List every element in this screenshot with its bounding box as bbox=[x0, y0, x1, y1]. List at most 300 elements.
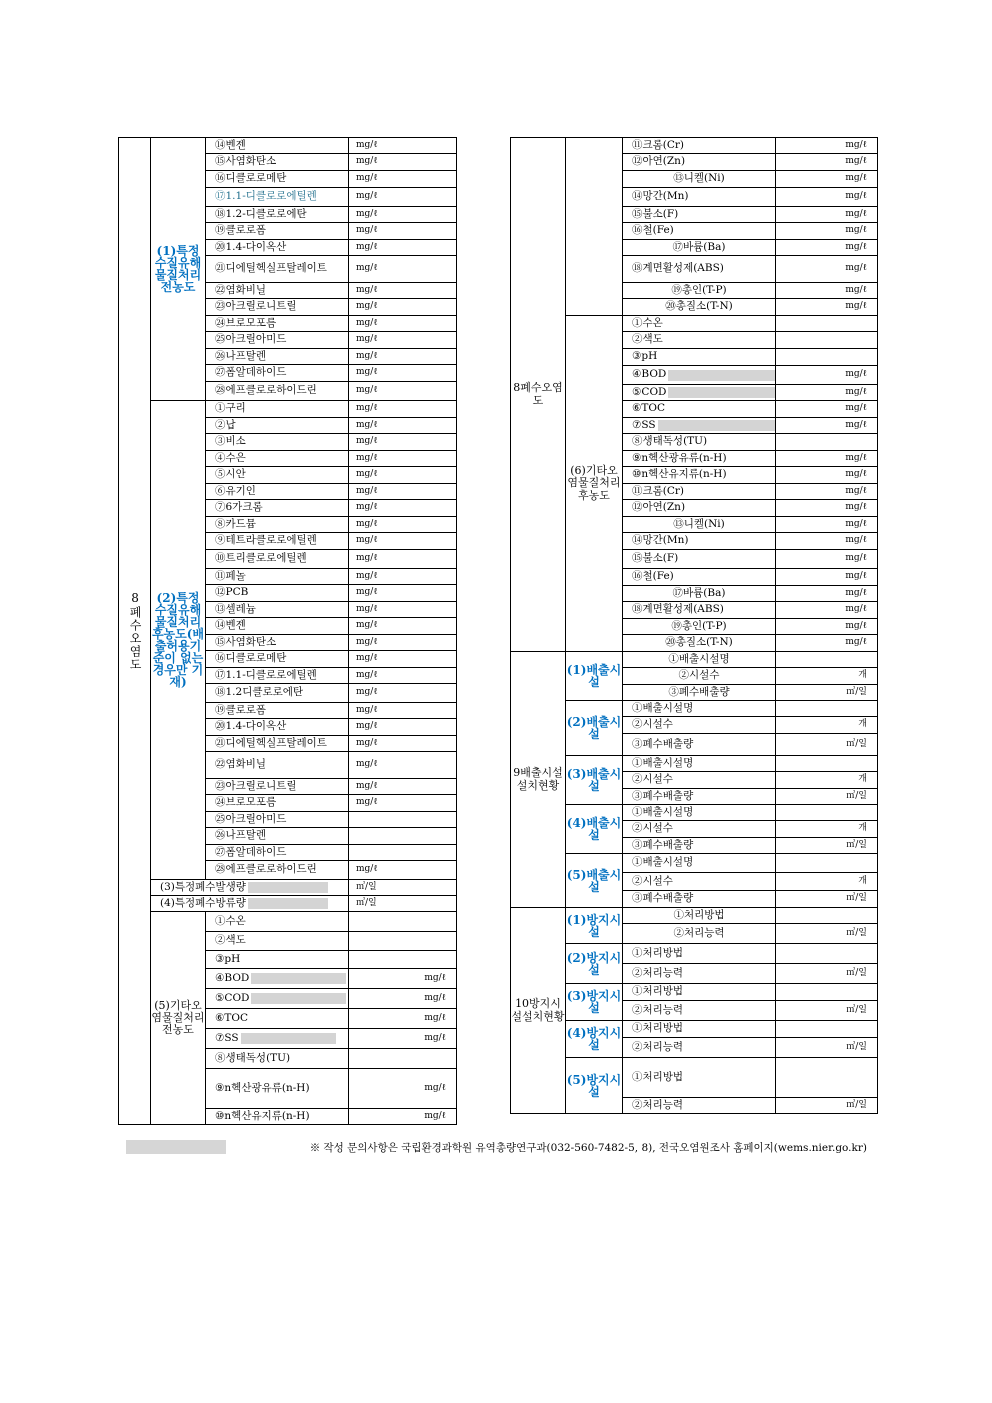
prevention-group-label bbox=[566, 1058, 623, 1114]
unit-cell[interactable] bbox=[349, 795, 457, 812]
unit-cell[interactable] bbox=[776, 908, 878, 924]
unit-cell-text: mg/ℓ bbox=[845, 502, 867, 513]
item-text: ②시설수 bbox=[632, 822, 673, 835]
item-text: ①처리방법 bbox=[673, 908, 725, 921]
unit-cell[interactable] bbox=[776, 1098, 878, 1114]
item bbox=[623, 652, 776, 668]
item-text: ③pH bbox=[215, 952, 241, 965]
group-6-label bbox=[566, 316, 623, 652]
item-text: ②납 bbox=[215, 418, 236, 431]
prevention-group-label bbox=[566, 1021, 623, 1058]
unit-cell-text: mg/ℓ bbox=[356, 518, 378, 529]
unit-cell-text: mg/ℓ bbox=[356, 636, 378, 647]
unit-cell[interactable] bbox=[776, 418, 878, 434]
unit-cell-text: mg/ℓ bbox=[424, 992, 446, 1003]
specific-wastewater-discharged-label bbox=[151, 896, 349, 912]
unit-cell-text: mg/ℓ bbox=[845, 469, 867, 480]
unit-cell-text: 개 bbox=[858, 670, 867, 681]
unit-cell-text: mg/ℓ bbox=[845, 604, 867, 615]
item bbox=[206, 401, 349, 418]
item-text: ㉓아크릴로니트릴 bbox=[215, 779, 297, 792]
unit-cell-text: mg/ℓ bbox=[845, 284, 867, 295]
item bbox=[623, 924, 776, 944]
unit-cell[interactable] bbox=[776, 1058, 878, 1098]
unit-cell[interactable] bbox=[349, 365, 457, 382]
item bbox=[206, 517, 349, 533]
unit-cell[interactable] bbox=[776, 964, 878, 984]
unit-cell[interactable] bbox=[349, 989, 457, 1009]
unit-cell[interactable] bbox=[349, 602, 457, 618]
item-text: ②색도 bbox=[632, 333, 663, 346]
item-text: ㉘에프클로로하이드린 bbox=[215, 384, 317, 397]
item-text: ⑱1.2디클로로에탄 bbox=[215, 686, 304, 699]
unit-cell[interactable] bbox=[349, 618, 457, 635]
prevention-group-label bbox=[566, 908, 623, 944]
shaded-field bbox=[668, 370, 776, 381]
item bbox=[206, 550, 349, 569]
item-text: ②처리능력 bbox=[632, 1098, 684, 1111]
item-text: ⑱1.2-디클로로에탄 bbox=[215, 207, 307, 220]
unit-cell[interactable] bbox=[349, 912, 457, 932]
unit-cell[interactable] bbox=[776, 854, 878, 873]
unit-cell[interactable] bbox=[776, 517, 878, 533]
unit-cell[interactable] bbox=[776, 924, 878, 944]
unit-cell[interactable] bbox=[349, 779, 457, 795]
unit-cell[interactable] bbox=[349, 684, 457, 703]
item bbox=[623, 349, 776, 366]
item bbox=[206, 736, 349, 752]
unit-cell-text: ㎥/일 bbox=[846, 1004, 867, 1015]
unit-cell[interactable] bbox=[776, 401, 878, 418]
item bbox=[206, 969, 349, 989]
unit-cell[interactable] bbox=[349, 434, 457, 451]
item-text: ④BOD bbox=[632, 368, 667, 381]
unit-cell[interactable] bbox=[349, 932, 457, 951]
item-text: ②색도 bbox=[215, 934, 246, 947]
item bbox=[623, 385, 776, 401]
item bbox=[206, 500, 349, 517]
item-text: ⑳총질소(T-N) bbox=[665, 636, 733, 649]
item bbox=[206, 703, 349, 719]
unit-cell[interactable] bbox=[349, 668, 457, 684]
outlet-group-label-text: (3)배출시설 bbox=[566, 767, 622, 793]
item-text: ②처리능력 bbox=[632, 1040, 684, 1053]
unit-cell[interactable] bbox=[349, 138, 457, 154]
unit-cell[interactable] bbox=[776, 805, 878, 821]
unit-cell-text: mg/ℓ bbox=[845, 571, 867, 582]
unit-cell[interactable] bbox=[776, 602, 878, 619]
unit-cell[interactable] bbox=[349, 845, 457, 861]
unit-cell[interactable] bbox=[349, 828, 457, 845]
unit-cell[interactable] bbox=[776, 1001, 878, 1021]
item bbox=[206, 418, 349, 434]
unit-cell-text: mg/ℓ bbox=[845, 535, 867, 546]
unit-cell[interactable] bbox=[776, 256, 878, 283]
item bbox=[623, 944, 776, 964]
item bbox=[623, 873, 776, 891]
unit-cell-text: ㎥/일 bbox=[846, 738, 867, 749]
unit-cell[interactable] bbox=[349, 188, 457, 207]
item-text: ④BOD bbox=[215, 971, 250, 984]
group-1-label bbox=[151, 138, 206, 401]
item-text: ⑰1.1-디클로로에틸렌 bbox=[215, 668, 317, 681]
unit-cell[interactable] bbox=[349, 171, 457, 188]
item-text: ⑲클로로폼 bbox=[215, 224, 267, 237]
item-text: ㉗폼알데하이드 bbox=[215, 366, 287, 379]
unit-cell[interactable] bbox=[776, 685, 878, 701]
item bbox=[623, 772, 776, 789]
unit-cell[interactable] bbox=[349, 240, 457, 256]
unit-cell[interactable] bbox=[776, 569, 878, 586]
item-text: ⑨n헥산광유류(n-H) bbox=[632, 451, 727, 464]
unit-cell[interactable] bbox=[349, 1009, 457, 1029]
item bbox=[623, 891, 776, 908]
unit-cell-text: mg/ℓ bbox=[845, 139, 867, 150]
unit-cell-text: mg/ℓ bbox=[356, 797, 378, 808]
group-cont-blank bbox=[566, 138, 623, 316]
unit-cell[interactable] bbox=[776, 635, 878, 652]
item bbox=[206, 585, 349, 602]
unit-cell[interactable] bbox=[776, 467, 878, 484]
prevention-group-label bbox=[566, 984, 623, 1021]
unit-cell[interactable] bbox=[776, 207, 878, 223]
item bbox=[623, 586, 776, 602]
unit-cell[interactable] bbox=[349, 484, 457, 500]
item bbox=[206, 316, 349, 332]
item-text: ③pH bbox=[632, 350, 658, 363]
unit-cell-text: mg/ℓ bbox=[356, 225, 378, 236]
unit-cell[interactable] bbox=[349, 299, 457, 316]
outlet-group-label-text: (1)배출시설 bbox=[566, 663, 622, 689]
unit-cell[interactable] bbox=[776, 240, 878, 256]
unit-cell[interactable] bbox=[776, 944, 878, 964]
item-text: ⑪페놀 bbox=[215, 569, 246, 582]
item bbox=[623, 821, 776, 838]
item-text: ⑭망간(Mn) bbox=[632, 190, 689, 203]
unit-cell[interactable] bbox=[349, 401, 457, 418]
shaded-field bbox=[251, 993, 346, 1004]
item-text: ⑥유기인 bbox=[215, 484, 256, 497]
unit-cell[interactable] bbox=[776, 223, 878, 240]
item bbox=[623, 1001, 776, 1021]
unit-cell[interactable] bbox=[349, 256, 457, 283]
unit-cell[interactable] bbox=[776, 349, 878, 366]
item bbox=[623, 154, 776, 171]
unit-cell-text: 개 bbox=[858, 774, 867, 785]
item-text: ⑥TOC bbox=[632, 402, 666, 415]
unit-cell[interactable] bbox=[349, 736, 457, 752]
group-6-label-text: (6)기타오염물질처리후농도 bbox=[567, 464, 621, 502]
unit-cell[interactable] bbox=[776, 171, 878, 188]
unit-cell-text: mg/ℓ bbox=[356, 587, 378, 598]
item bbox=[206, 795, 349, 812]
item-text: ㉔브로모포름 bbox=[215, 796, 277, 809]
item-text: ⑫아연(Zn) bbox=[632, 155, 686, 168]
item-text: ㉖나프탈렌 bbox=[215, 349, 267, 362]
unit-cell[interactable] bbox=[776, 451, 878, 467]
unit-cell[interactable] bbox=[776, 984, 878, 1001]
unit-cell[interactable] bbox=[349, 316, 457, 332]
item bbox=[206, 828, 349, 845]
unit-cell[interactable] bbox=[776, 789, 878, 805]
section-8-label-right bbox=[511, 138, 566, 652]
unit-cell[interactable] bbox=[776, 873, 878, 891]
item bbox=[206, 434, 349, 451]
unit-cell[interactable] bbox=[349, 703, 457, 719]
unit-cell-text: mg/ℓ bbox=[356, 570, 378, 581]
unit-cell[interactable] bbox=[776, 154, 878, 171]
unit-cell[interactable] bbox=[349, 752, 457, 779]
unit-cell[interactable] bbox=[349, 418, 457, 434]
item bbox=[206, 779, 349, 795]
unit-cell-text: mg/ℓ bbox=[845, 587, 867, 598]
unit-cell[interactable] bbox=[776, 484, 878, 500]
unit-cell[interactable] bbox=[776, 891, 878, 908]
item bbox=[623, 805, 776, 821]
unit-cell-text: mg/ℓ bbox=[845, 369, 867, 380]
shaded-field bbox=[248, 882, 328, 893]
item-text: ①수온 bbox=[215, 914, 246, 927]
unit-cell-text: ㎥/일 bbox=[846, 790, 867, 801]
unit-cell-text: mg/ℓ bbox=[845, 620, 867, 631]
unit-cell[interactable] bbox=[349, 969, 457, 989]
item bbox=[206, 349, 349, 365]
item-text: ⑤COD bbox=[632, 385, 667, 398]
unit-cell[interactable] bbox=[776, 316, 878, 332]
unit-cell[interactable] bbox=[776, 366, 878, 385]
unit-cell[interactable] bbox=[349, 1069, 457, 1109]
unit-cell-text: mg/ℓ bbox=[356, 452, 378, 463]
item-text: ㉕아크릴아미드 bbox=[215, 812, 287, 825]
unit-cell-text: mg/ℓ bbox=[845, 518, 867, 529]
unit-cell[interactable] bbox=[349, 207, 457, 223]
unit-cell[interactable] bbox=[776, 500, 878, 517]
unit-cell[interactable] bbox=[349, 1109, 457, 1125]
item-text: ⑦SS bbox=[632, 418, 656, 431]
unit-cell-text: mg/ℓ bbox=[356, 156, 378, 167]
unit-cell-text: mg/ℓ bbox=[356, 208, 378, 219]
unit-cell[interactable] bbox=[349, 533, 457, 550]
item-text: ②시설수 bbox=[632, 718, 673, 731]
unit-cell[interactable] bbox=[776, 138, 878, 154]
unit-cell-text: mg/ℓ bbox=[356, 780, 378, 791]
unit-cell[interactable] bbox=[349, 332, 457, 349]
item-text: ⑬셀레늄 bbox=[215, 602, 256, 615]
unit-cell[interactable] bbox=[776, 299, 878, 316]
unit-cell-text: mg/ℓ bbox=[356, 436, 378, 447]
unit-cell[interactable] bbox=[776, 586, 878, 602]
item-text: ①배출시설명 bbox=[632, 701, 694, 714]
item-text: ⑩n헥산유지류(n-H) bbox=[632, 468, 727, 481]
unit-cell[interactable] bbox=[349, 951, 457, 969]
outlet-group-label bbox=[566, 805, 623, 854]
item bbox=[623, 283, 776, 299]
unit-cell-text: ㎥/일 bbox=[846, 686, 867, 697]
item-text: ①처리방법 bbox=[632, 946, 684, 959]
item-text: ②시설수 bbox=[678, 669, 720, 682]
unit-cell[interactable] bbox=[349, 451, 457, 467]
unit-cell[interactable] bbox=[349, 349, 457, 365]
unit-cell[interactable] bbox=[776, 652, 878, 668]
item bbox=[206, 1069, 349, 1109]
item bbox=[206, 684, 349, 703]
item-text: ㉖나프탈렌 bbox=[215, 829, 267, 842]
unit-cell-text: mg/ℓ bbox=[845, 485, 867, 496]
item bbox=[623, 299, 776, 316]
unit-cell-text: ㎥/일 bbox=[846, 927, 867, 938]
item-text: ⑫PCB bbox=[215, 586, 249, 599]
item bbox=[623, 756, 776, 772]
item-text: ③비소 bbox=[215, 435, 246, 448]
item-text: ⑭벤젠 bbox=[215, 619, 246, 632]
specific-wastewater-generated-label-text: (3)특정폐수발생량 bbox=[160, 880, 246, 893]
unit-cell[interactable] bbox=[776, 772, 878, 789]
item-text: ⑲클로로폼 bbox=[215, 703, 267, 716]
item-text: ⑤시안 bbox=[215, 468, 246, 481]
unit-cell[interactable] bbox=[349, 719, 457, 736]
prevention-group-label-text: (5)방지시설 bbox=[566, 1072, 622, 1099]
item bbox=[206, 299, 349, 316]
unit-cell[interactable] bbox=[776, 1021, 878, 1038]
item bbox=[623, 635, 776, 652]
unit-cell[interactable] bbox=[776, 668, 878, 685]
unit-cell[interactable] bbox=[776, 821, 878, 838]
section-10-label bbox=[511, 908, 566, 1114]
item-text: ①구리 bbox=[215, 402, 246, 415]
item bbox=[623, 484, 776, 500]
unit-cell[interactable] bbox=[776, 188, 878, 207]
item-text: ㉑디에틸헥실프탈레이트 bbox=[215, 262, 327, 275]
item bbox=[206, 240, 349, 256]
unit-cell-text: mg/ℓ bbox=[356, 419, 378, 430]
outlet-group-label bbox=[566, 701, 623, 756]
item-text: ⑫아연(Zn) bbox=[632, 501, 686, 514]
item-text: ㉗폼알데하이드 bbox=[215, 845, 287, 858]
unit-cell[interactable] bbox=[349, 382, 457, 401]
item bbox=[623, 138, 776, 154]
unit-cell[interactable] bbox=[349, 500, 457, 517]
item-text: ㉔브로모포름 bbox=[215, 316, 277, 329]
item-text: ㉓아크릴로니트릴 bbox=[215, 300, 297, 313]
unit-cell[interactable] bbox=[776, 701, 878, 717]
unit-cell[interactable] bbox=[776, 717, 878, 734]
unit-cell[interactable] bbox=[776, 434, 878, 451]
item-text: ⑲총인(T-P) bbox=[671, 619, 727, 632]
unit-cell[interactable] bbox=[349, 154, 457, 171]
item bbox=[206, 651, 349, 668]
unit-cell[interactable] bbox=[349, 651, 457, 668]
unit-cell-text: mg/ℓ bbox=[356, 263, 378, 274]
item bbox=[206, 668, 349, 684]
unit-cell[interactable] bbox=[349, 812, 457, 828]
item bbox=[623, 984, 776, 1001]
unit-cell[interactable] bbox=[776, 283, 878, 299]
item-text: ⑮사염화탄소 bbox=[215, 635, 277, 648]
unit-cell[interactable] bbox=[776, 1038, 878, 1058]
unit-cell[interactable] bbox=[776, 385, 878, 401]
unit-cell-text: mg/ℓ bbox=[424, 1110, 446, 1121]
item bbox=[623, 207, 776, 223]
item bbox=[623, 223, 776, 240]
item bbox=[623, 602, 776, 619]
unit-cell[interactable] bbox=[349, 880, 457, 896]
item-text: ③폐수배출량 bbox=[632, 789, 694, 802]
unit-cell-text: mg/ℓ bbox=[356, 759, 378, 770]
prevention-group-label bbox=[566, 944, 623, 984]
unit-cell[interactable] bbox=[349, 223, 457, 240]
shaded-field bbox=[248, 898, 328, 909]
unit-cell[interactable] bbox=[349, 550, 457, 569]
item bbox=[623, 1058, 776, 1098]
unit-cell[interactable] bbox=[776, 619, 878, 635]
unit-cell[interactable] bbox=[349, 896, 457, 912]
unit-cell[interactable] bbox=[349, 585, 457, 602]
unit-cell-text: mg/ℓ bbox=[356, 173, 378, 184]
item bbox=[206, 1029, 349, 1049]
unit-cell[interactable] bbox=[349, 467, 457, 484]
unit-cell-text: mg/ℓ bbox=[845, 452, 867, 463]
unit-cell[interactable] bbox=[776, 550, 878, 569]
unit-cell[interactable] bbox=[349, 861, 457, 880]
item-text: ⑨n헥산광유류(n-H) bbox=[215, 1081, 310, 1094]
unit-cell[interactable] bbox=[349, 1049, 457, 1069]
prevention-group-label-text: (2)방지시설 bbox=[566, 950, 622, 977]
unit-cell[interactable] bbox=[776, 756, 878, 772]
item-text: ⑰1.1-디클로로에틸렌 bbox=[215, 190, 317, 203]
unit-cell[interactable] bbox=[349, 283, 457, 299]
unit-cell[interactable] bbox=[776, 838, 878, 854]
item-text: ①처리방법 bbox=[632, 1070, 684, 1083]
unit-cell[interactable] bbox=[776, 734, 878, 756]
item-text: ⑭망간(Mn) bbox=[632, 534, 689, 547]
item bbox=[206, 932, 349, 951]
item-text: ②처리능력 bbox=[673, 926, 725, 939]
specific-wastewater-generated-label bbox=[151, 880, 349, 896]
group-2-label-text: (2)특정수질유해물질처리후농도(배출허용기준이 없는 경우만 기재) bbox=[151, 591, 205, 689]
unit-cell[interactable] bbox=[776, 533, 878, 550]
unit-cell-text: mg/ℓ bbox=[356, 469, 378, 480]
item bbox=[623, 685, 776, 701]
unit-cell[interactable] bbox=[349, 1029, 457, 1049]
item-text: ⑦SS bbox=[215, 1031, 239, 1044]
unit-cell-text: ㎥/일 bbox=[846, 1041, 867, 1052]
group-2-label bbox=[151, 401, 206, 880]
item-text: ②시설수 bbox=[632, 874, 673, 887]
unit-cell-text: mg/ℓ bbox=[424, 1082, 446, 1093]
item bbox=[206, 989, 349, 1009]
unit-cell-text: mg/ℓ bbox=[845, 208, 867, 219]
unit-cell[interactable] bbox=[776, 332, 878, 349]
item-text: ⑰바륨(Ba) bbox=[672, 586, 726, 599]
prevention-group-label-text: (4)방지시설 bbox=[566, 1026, 622, 1052]
unit-cell-text: mg/ℓ bbox=[424, 972, 446, 983]
item bbox=[206, 451, 349, 467]
unit-cell[interactable] bbox=[349, 635, 457, 651]
group-5-label bbox=[151, 912, 206, 1125]
item bbox=[206, 533, 349, 550]
item-text: ①처리방법 bbox=[632, 1022, 684, 1035]
item bbox=[623, 366, 776, 385]
item bbox=[623, 550, 776, 569]
unit-cell[interactable] bbox=[349, 569, 457, 585]
group-1-label-text: (1)특정수질유해물질처리전농도 bbox=[154, 244, 202, 294]
item-text: ⑮사염화탄소 bbox=[215, 155, 277, 168]
item bbox=[623, 332, 776, 349]
unit-cell[interactable] bbox=[349, 517, 457, 533]
item bbox=[206, 845, 349, 861]
unit-cell-text: mg/ℓ bbox=[356, 704, 378, 715]
item bbox=[206, 467, 349, 484]
